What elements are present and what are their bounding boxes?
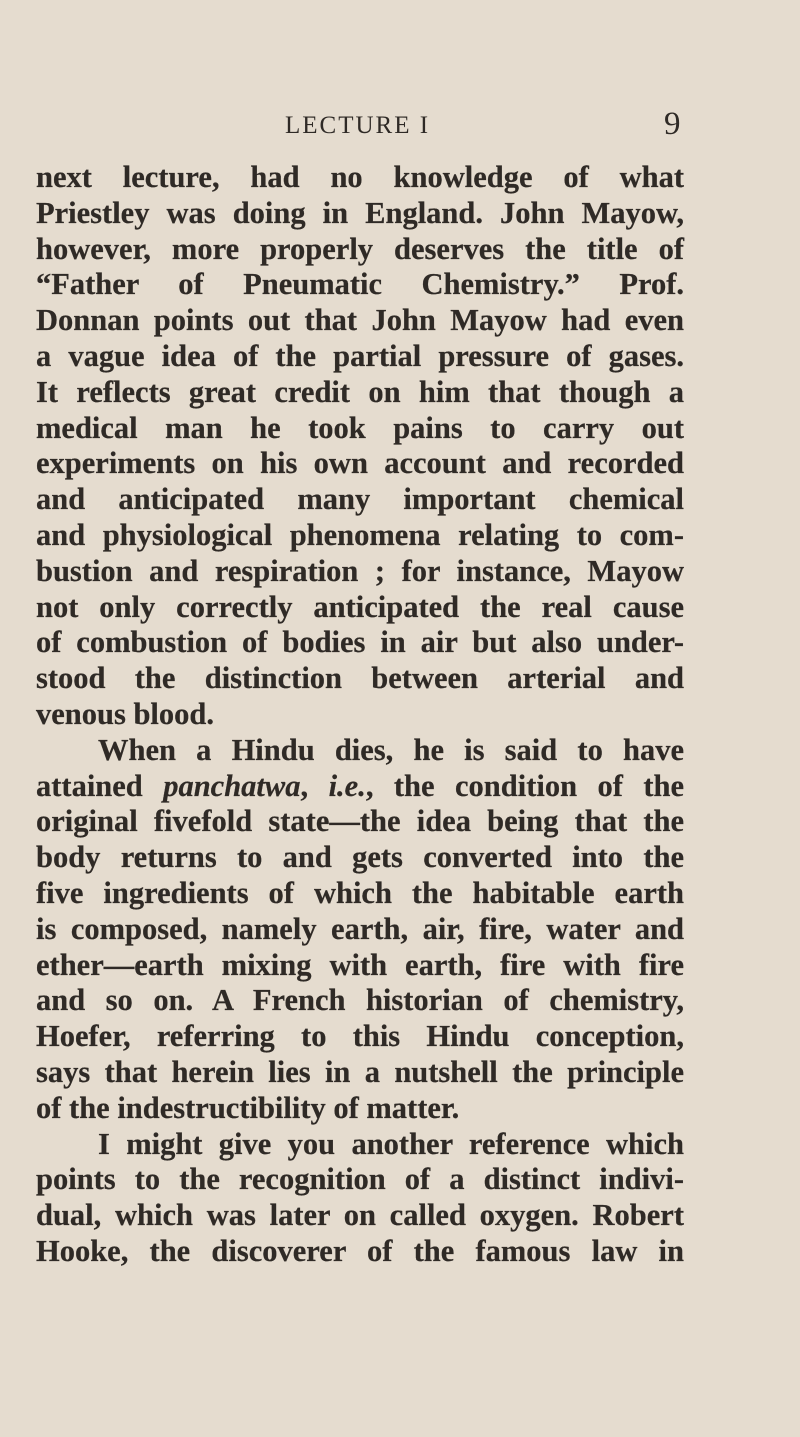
text-line: [36, 1198, 684, 1234]
text-line: [36, 912, 684, 948]
text-line: [36, 232, 684, 268]
text-line: [36, 1162, 684, 1198]
text-segment: points to the recognition of a distinct indivi-: [36, 1162, 684, 1197]
text-line: [36, 196, 684, 232]
text-segment: and physiological phenomena relating to com-: [36, 517, 684, 552]
text-line: [36, 339, 684, 375]
paragraph: [36, 1127, 684, 1270]
text-line: [36, 375, 684, 411]
text-segment: of the indestructibility of matter.: [36, 1090, 460, 1125]
text-segment: and so on. A French historian of chemistry,: [36, 983, 684, 1018]
text-line: [36, 303, 684, 339]
text-segment: Hooke, the discoverer of the famous law in: [36, 1233, 684, 1268]
text-line: [36, 1055, 684, 1091]
text-line: [36, 697, 684, 733]
running-title: LECTURE I: [285, 112, 431, 139]
text-segment: ,: [300, 768, 329, 803]
text-line: [36, 1127, 684, 1163]
text-line: [36, 948, 684, 984]
text-segment: Priestley was doing in England. John Mayow,: [36, 195, 684, 230]
text-segment: five ingredients of which the habitable earth: [36, 875, 684, 910]
text-segment: I might give you another reference which: [98, 1126, 684, 1161]
text-segment: says that herein lies in a nutshell the principle: [36, 1054, 684, 1089]
page-number: 9: [664, 106, 683, 142]
text-segment: dual, which was later on called oxygen. Robert: [36, 1198, 684, 1233]
text-segment: a vague idea of the partial pressure of gases.: [36, 338, 684, 373]
text-segment: stood the distinction between arterial and: [36, 661, 684, 696]
text-line: [36, 160, 684, 196]
text-line: [36, 1091, 684, 1127]
text-segment: “Father of Pneumatic Chemistry.” Prof.: [36, 267, 684, 302]
text-segment: next lecture, had no knowledge of what: [36, 160, 684, 194]
text-segment: original fivefold state—the idea being that the: [36, 804, 684, 839]
text-line: [36, 518, 684, 554]
text-segment: ether—earth mixing with earth, fire with fire: [36, 947, 684, 982]
text-line: [36, 625, 684, 661]
text-segment: however, more properly deserves the title of: [36, 231, 684, 266]
text-line: [36, 840, 684, 876]
text-segment: It reflects great credit on him that though a: [36, 374, 684, 409]
text-segment: experiments on his own account and recorded: [36, 446, 684, 481]
text-segment: of combustion of bodies in air but also under-: [36, 625, 684, 660]
text-segment: venous blood.: [36, 696, 214, 731]
text-segment: body returns to and gets converted into the: [36, 840, 684, 875]
text-segment: attained: [36, 768, 164, 803]
running-header: [0, 106, 800, 152]
text-line: [36, 661, 684, 697]
text-segment: not only correctly anticipated the real cause: [36, 589, 684, 624]
text-line: [36, 804, 684, 840]
text-line: [36, 554, 684, 590]
text-line: [36, 482, 684, 518]
text-segment: is composed, namely earth, air, fire, water and: [36, 911, 684, 946]
text-segment: , the condition of the: [365, 768, 685, 803]
body-text: [36, 160, 684, 1270]
text-line: [36, 983, 684, 1019]
text-segment: and anticipated many important chemical: [36, 482, 684, 517]
text-line: [36, 411, 684, 447]
paragraph: [36, 160, 684, 733]
text-segment: bustion and respiration ; for instance, Mayow: [36, 553, 684, 588]
text-line: [36, 733, 684, 769]
text-line: [36, 267, 684, 303]
text-line: [36, 1234, 684, 1270]
text-segment: Donnan points out that John Mayow had even: [36, 303, 684, 338]
text-line: [36, 1019, 684, 1055]
text-line: [36, 446, 684, 482]
italic-text: i.e.: [328, 768, 366, 803]
text-segment: When a Hindu dies, he is said to have: [98, 732, 684, 767]
text-line: [36, 769, 684, 805]
paragraph: [36, 733, 684, 1127]
text-segment: Hoefer, referring to this Hindu conception,: [36, 1019, 684, 1054]
text-line: [36, 876, 684, 912]
text-line: [36, 590, 684, 626]
italic-text: panchatwa: [163, 768, 301, 803]
text-segment: medical man he took pains to carry out: [36, 410, 684, 445]
